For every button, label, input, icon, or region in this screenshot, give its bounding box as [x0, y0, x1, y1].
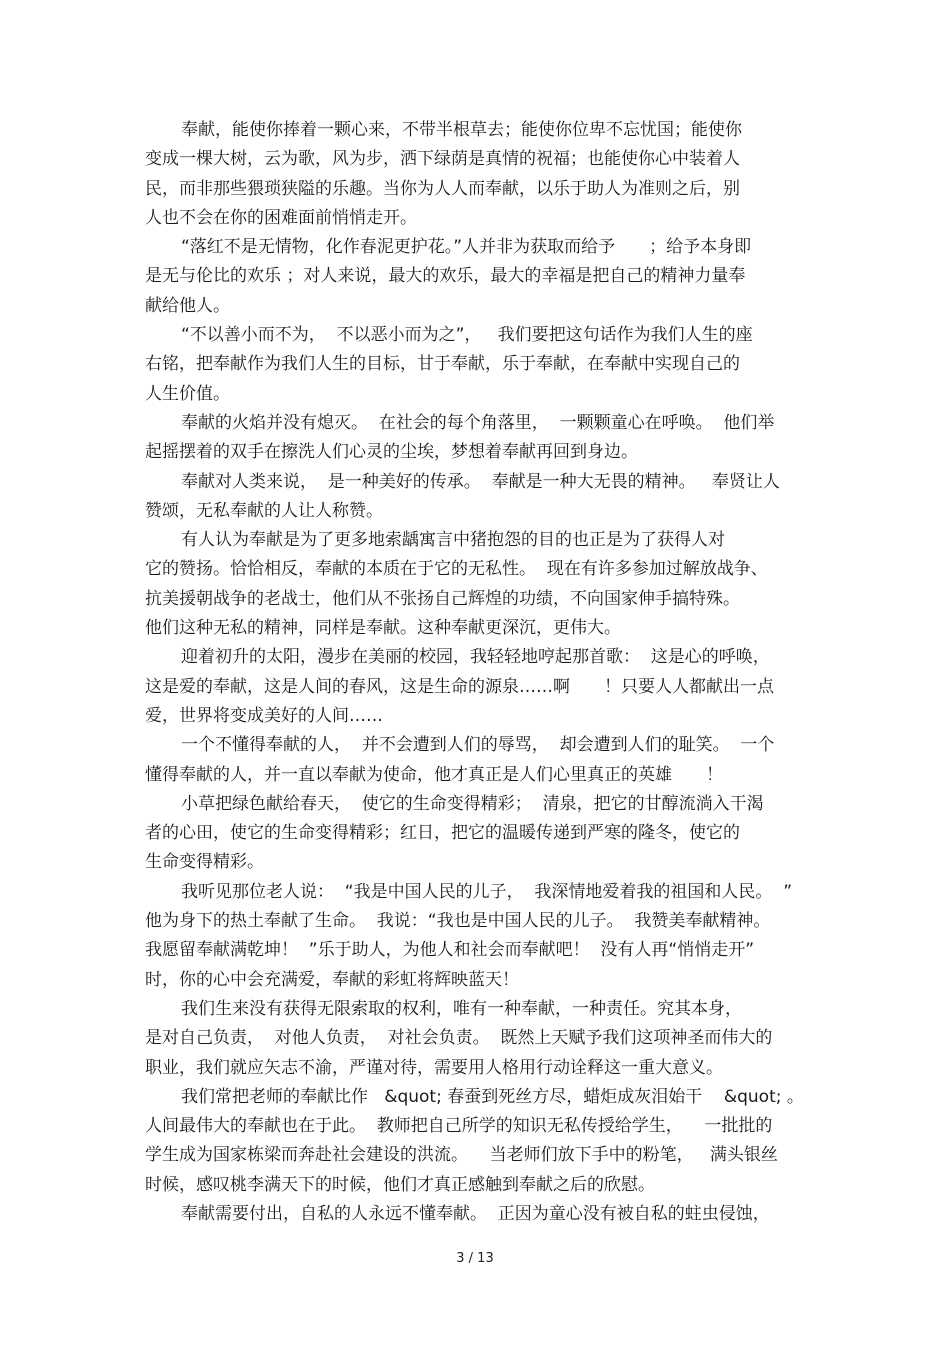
paragraph-first-line: 一个不懂得奉献的人， 并不会遭到人们的辱骂， 却会遭到人们的耻笑。 一个 — [181, 735, 775, 756]
paragraph-line: 他为身下的热土奉献了生命。 我说：“我也是中国人民的儿子。 我赞美奉献精神。 — [145, 911, 771, 932]
paragraph-first-line: 奉献需要付出，自私的人永远不懂奉献。 正因为童心没有被自私的蛀虫侵蚀， — [181, 1203, 770, 1224]
paragraph-line: 变成一棵大树，云为歌，风为步，洒下绿荫是真情的祝福；也能使你心中装着人 — [145, 149, 740, 170]
paragraph-first-line: 我听见那位老人说： “我是中国人民的儿子， 我深情地爱着我的祖国和人民。 ” — [181, 881, 793, 902]
paragraph-line: 抗美援朝战争的老战士，他们从不张扬自己辉煌的功绩，不向国家伸手搞特殊。 — [145, 588, 740, 609]
paragraph-first-line: 有人认为奉献是为了更多地索龋寓言中猪抱怨的目的也正是为了获得人对 — [181, 530, 725, 551]
paragraph-line: 是对自己负责， 对他人负责， 对社会负责。 既然上天赋予我们这项神圣而伟大的 — [145, 1028, 773, 1049]
paragraph-line: 是无与伦比的欢乐 ；对人来说，最大的欢乐，最大的幸福是把自己的精神力量奉 — [145, 266, 746, 287]
paragraph-line: 起摇摆着的双手在擦洗人们心灵的尘埃，梦想着奉献再回到身边。 — [145, 442, 638, 463]
paragraph-line: 职业，我们就应矢志不渝，严谨对待，需要用人格用行动诠释这一重大意义。 — [145, 1057, 723, 1078]
paragraph-line: 赞颂，无私奉献的人让人称赞。 — [145, 500, 383, 521]
paragraph-line: 懂得奉献的人，并一直以奉献为使命，他才真正是人们心里真正的英雄 ！ — [145, 764, 723, 785]
paragraph-line: 人生价值。 — [145, 383, 230, 404]
paragraph-first-line: 我们生来没有获得无限索取的权利，唯有一种奉献，一种责任。究其本身， — [181, 998, 742, 1019]
page-number: 3 / 13 — [456, 1251, 494, 1266]
paragraph-first-line: 迎着初升的太阳，漫步在美丽的校园，我轻轻地哼起那首歌： 这是心的呼唤， — [181, 647, 770, 668]
paragraph-line: 生命变得精彩。 — [145, 852, 264, 873]
paragraph-first-line: 我们常把老师的奉献比作 &quot; 春蚕到死丝方尽，蜡炬成灰泪始干 &quot; 。 — [181, 1086, 804, 1107]
paragraph-line: 献给他人。 — [145, 295, 230, 316]
document-body — [145, 116, 815, 1229]
paragraph-line: 人间最伟大的奉献也在于此。 教师把自己所学的知识无私传授给学生， 一批批的 — [145, 1116, 773, 1137]
paragraph-first-line: 小草把绿色献给春天， 使它的生命变得精彩； 清泉，把它的甘醇流淌入干渴 — [181, 793, 764, 814]
paragraph-line: 我愿留奉献满乾坤！ ”乐于助人，为他人和社会而奉献吧！ 没有人再“悄悄走开” — [145, 940, 755, 961]
paragraph-line: 者的心田，使它的生命变得精彩；红日，把它的温暖传递到严寒的隆冬，使它的 — [145, 823, 740, 844]
paragraph-line: 它的赞扬。恰恰相反，奉献的本质在于它的无私性。 现在有许多参加过解放战争、 — [145, 559, 768, 580]
paragraph-line: 他们这种无私的精神，同样是奉献。这种奉献更深沉，更伟大。 — [145, 618, 621, 639]
paragraph-first-line: 奉献对人类来说， 是一种美好的传承。 奉献是一种大无畏的精神。 奉贤让人 — [181, 471, 780, 492]
paragraph-first-line: “落红不是无情物，化作春泥更护花。”人并非为获取而给予 ；给予本身即 — [181, 237, 752, 258]
paragraph-line: 右铭，把奉献作为我们人生的目标，甘于奉献，乐于奉献，在奉献中实现自己的 — [145, 354, 740, 375]
paragraph-line: 这是爱的奉献，这是人间的春风，这是生命的源泉……啊 ！只要人人都献出一点 — [145, 676, 774, 697]
paragraph-line: 民，而非那些猥琐狭隘的乐趣。当你为人人而奉献，以乐于助人为准则之后，别 — [145, 178, 740, 199]
paragraph-line: 爱，世界将变成美好的人间…… — [145, 705, 383, 726]
paragraph-first-line: 奉献，能使你捧着一颗心来，不带半根草去；能使你位卑不忘忧国；能使你 — [181, 120, 742, 140]
paragraph-line: 时候，感叹桃李满天下的时候，他们才真正感触到奉献之后的欣慰。 — [145, 1174, 655, 1195]
paragraph-line: 时，你的心中会充满爱，奉献的彩虹将辉映蓝天！ — [145, 969, 519, 990]
paragraph-line: 人也不会在你的困难面前悄悄走开。 — [145, 207, 417, 228]
paragraph-first-line: 奉献的火焰并没有熄灭。 在社会的每个角落里， 一颗颗童心在呼唤。 他们举 — [181, 412, 775, 433]
paragraph-line: 学生成为国家栋梁而奔赴社会建设的洪流。 当老师们放下手中的粉笔， 满头银丝 — [145, 1145, 778, 1166]
paragraph-first-line: “不以善小而不为， 不以恶小而为之”， 我们要把这句话作为我们人生的座 — [181, 325, 753, 346]
